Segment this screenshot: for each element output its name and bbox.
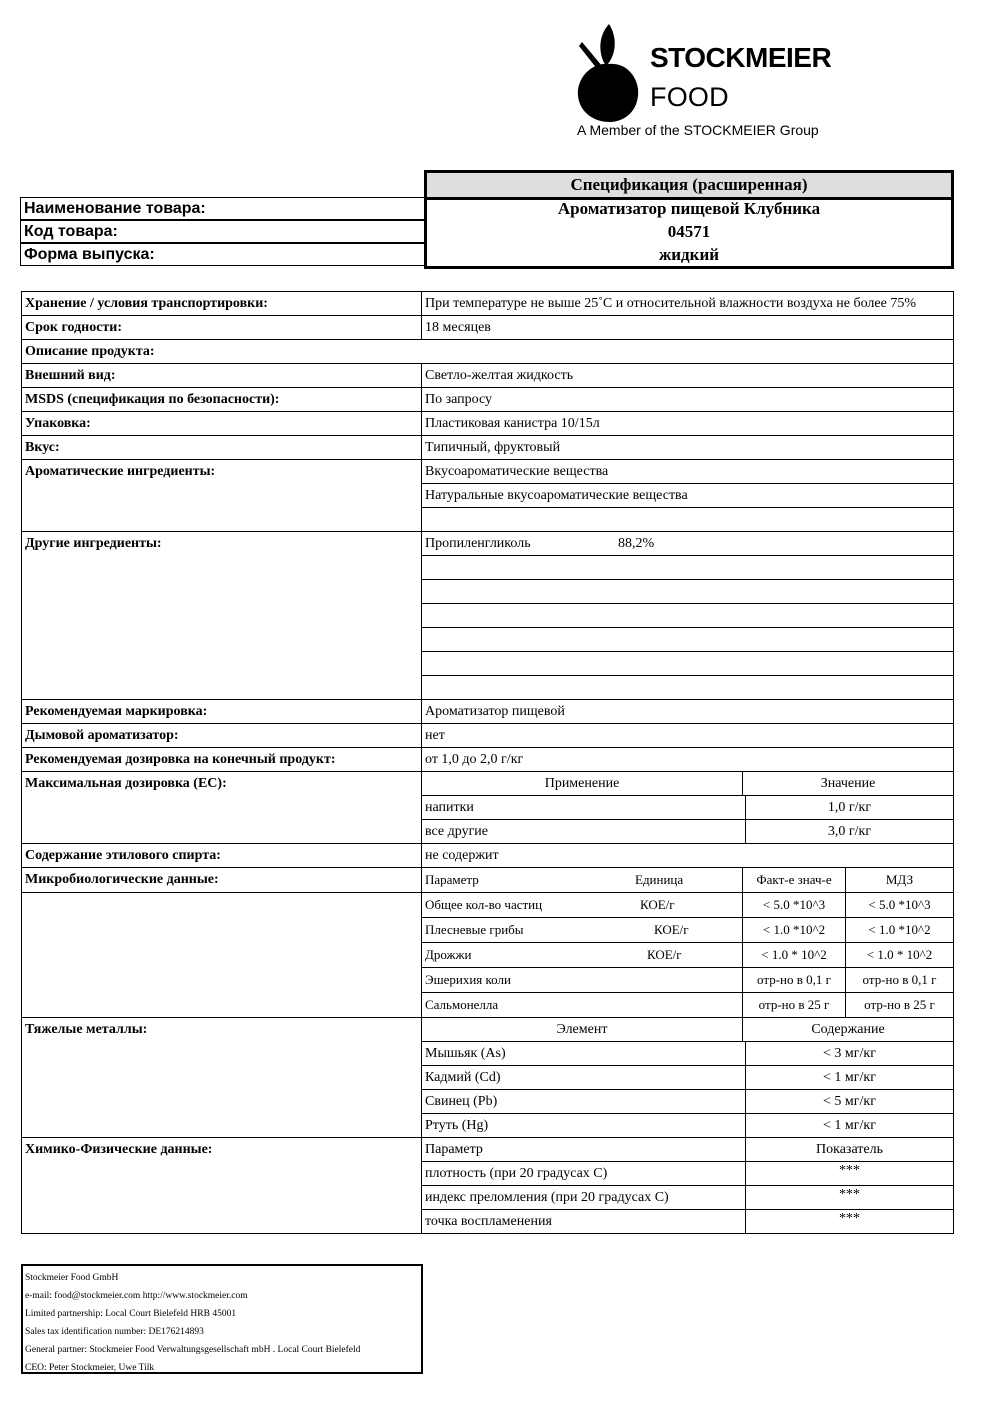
other-ingredient-empty [422, 580, 953, 604]
other-ingredient-empty [422, 628, 953, 652]
application: напитки [422, 796, 746, 819]
row-label: Микробиологические данные: [22, 868, 422, 892]
footer-company: Stockmeier Food GmbH [25, 1273, 119, 1283]
row-dosage [22, 748, 953, 772]
footer-tax-id: Sales tax identification number: DE176214893 [25, 1327, 204, 1337]
product-name: Ароматизатор пищевой Клубника [424, 197, 954, 220]
dosage-value: от 1,0 до 2,0 г/кг [425, 752, 524, 767]
col-header: Параметр [422, 1138, 746, 1161]
metal-row [422, 1066, 953, 1090]
col-header: Показатель [816, 1142, 883, 1157]
row-chem-phys [22, 1138, 953, 1233]
micro-fact: отр-но в 25 г [743, 993, 846, 1017]
brand-name: STOCKMEIER [650, 42, 832, 73]
chem-param: плотность (при 20 градусах С) [422, 1162, 746, 1185]
row-labeling [22, 700, 953, 724]
metal-content: < 1 мг/кг [823, 1118, 876, 1133]
brand-division: FOOD [650, 82, 729, 112]
row-appearance [22, 364, 953, 388]
micro-fact: < 1.0 * 10^2 [743, 943, 846, 967]
micro-row [422, 993, 953, 1017]
micro-row [422, 943, 953, 968]
metal-row [422, 1090, 953, 1114]
micro-row [422, 918, 953, 943]
row-aroma-ingredients [22, 460, 953, 532]
micro-param: Дрожжи [425, 947, 472, 962]
row-max-dosage [22, 772, 953, 844]
chem-row [422, 1210, 953, 1233]
chem-value: *** [839, 1187, 860, 1202]
metal-row [422, 1042, 953, 1066]
chem-header [422, 1138, 953, 1162]
col-header: Содержание [811, 1022, 885, 1037]
apple-leaf-icon [576, 24, 640, 124]
micro-mdz: < 1.0 * 10^2 [866, 947, 933, 962]
row-ethanol [22, 844, 953, 868]
row-heavy-metals [22, 1018, 953, 1138]
document-title: Спецификация (расширенная) [424, 170, 954, 200]
metal-element: Кадмий (Cd) [422, 1066, 746, 1089]
metal-content: < 1 мг/кг [823, 1070, 876, 1085]
col-header: Значение [820, 776, 876, 791]
header-label: Форма выпуска: [20, 243, 426, 266]
row-description [22, 340, 953, 364]
row-storage [22, 292, 953, 316]
ingredient-amount: 88,2% [618, 536, 655, 551]
other-ingredient-empty [422, 676, 953, 699]
storage-value: При температуре не выше 25˚С и относительной влажности воздуха не более 75% [425, 296, 917, 311]
aroma-ingredient: Натуральные вкусоароматические вещества [422, 484, 953, 508]
micro-unit: КОЕ/г [640, 897, 675, 912]
footer-registration: Limited partnership: Local Court Bielefeld HRB 45001 [25, 1309, 237, 1319]
chem-row [422, 1162, 953, 1186]
other-ingredient [422, 532, 953, 556]
micro-mdz: отр-но в 25 г [864, 997, 935, 1012]
company-footer [21, 1264, 423, 1374]
header-label: Наименование товара: [20, 197, 426, 220]
row-label: Упаковка: [22, 412, 422, 435]
metal-content: < 5 мг/кг [823, 1094, 876, 1109]
col-header: Параметр [425, 872, 479, 887]
row-label: Внешний вид: [22, 364, 422, 387]
header-row-product-code [20, 220, 954, 243]
aroma-ingredient-empty [422, 508, 953, 531]
row-label: Другие ингредиенты: [22, 532, 422, 699]
col-header: Единица [635, 872, 684, 887]
application: все другие [422, 820, 746, 843]
micro-mdz: < 5.0 *10^3 [868, 897, 931, 912]
chem-row [422, 1186, 953, 1210]
header-row-form [20, 243, 954, 266]
footer-ceo: CEO: Peter Stockmeier, Uwe Tilk [25, 1363, 155, 1373]
row-shelf-life [22, 316, 953, 340]
product-form: жидкий [424, 243, 954, 269]
max-dosage-row [422, 820, 953, 843]
row-label: Дымовой ароматизатор: [22, 724, 422, 747]
row-label: Описание продукта: [25, 344, 155, 359]
appearance-value: Светло-желтая жидкость [425, 368, 574, 383]
header-label: Код товара: [20, 220, 426, 243]
row-taste [22, 436, 953, 460]
row-label: Рекомендуемая дозировка на конечный продукт: [22, 748, 422, 771]
col-header: Элемент [422, 1018, 743, 1041]
chem-param: точка воспламенения [422, 1210, 746, 1233]
row-label: Срок годности: [22, 316, 422, 339]
micro-row [422, 968, 953, 993]
row-other-ingredients [22, 532, 953, 700]
micro-param: Эшерихия коли [425, 972, 511, 987]
micro-mdz: < 1.0 *10^2 [868, 922, 931, 937]
max-dosage-header [422, 772, 953, 796]
row-label: Содержание этилового спирта: [22, 844, 422, 867]
row-label: Ароматические ингредиенты: [22, 460, 422, 531]
micro-fact: < 1.0 *10^2 [743, 918, 846, 942]
micro-param: Плесневые грибы [425, 922, 524, 937]
row-label: Химико-Физические данные: [22, 1138, 422, 1233]
micro-mdz: отр-но в 0,1 г [862, 972, 937, 987]
dosage-limit: 3,0 г/кг [827, 824, 872, 839]
metal-element: Мышьяк (As) [422, 1042, 746, 1065]
col-header: Применение [422, 772, 743, 795]
dosage-limit: 1,0 г/кг [827, 800, 872, 815]
row-micro-data [22, 893, 953, 1018]
micro-fact: < 5.0 *10^3 [743, 893, 846, 917]
metal-element: Ртуть (Hg) [422, 1114, 746, 1137]
aroma-ingredient: Вкусоароматические вещества [422, 460, 953, 484]
row-label: Тяжелые металлы: [22, 1018, 422, 1137]
row-label: Вкус: [22, 436, 422, 459]
other-ingredient-empty [422, 556, 953, 580]
header-row-product-name [20, 197, 954, 220]
footer-contact: e-mail: food@stockmeier.com http://www.stockmeier.com [25, 1291, 248, 1301]
chem-value: *** [839, 1163, 860, 1178]
micro-unit: КОЕ/г [654, 922, 689, 937]
taste-value: Типичный, фруктовый [425, 440, 561, 455]
row-msds [22, 388, 953, 412]
ethanol-value: не содержит [425, 848, 499, 863]
shelf-life-value: 18 месяцев [425, 320, 491, 335]
company-logo [574, 22, 854, 142]
ingredient-name: Пропиленгликоль [425, 536, 531, 551]
metal-element: Свинец (Pb) [422, 1090, 746, 1113]
packaging-value: Пластиковая канистра 10/15л [425, 416, 600, 431]
max-dosage-row [422, 796, 953, 820]
brand-tagline: A Member of the STOCKMEIER Group [577, 122, 819, 138]
micro-param: Сальмонелла [425, 997, 499, 1012]
row-label: Максимальная дозировка (ЕС): [22, 772, 422, 843]
row-smoke-flavor [22, 724, 953, 748]
metal-row [422, 1114, 953, 1137]
labeling-value: Ароматизатор пищевой [425, 704, 565, 719]
row-micro-header [22, 868, 953, 893]
other-ingredient-empty [422, 604, 953, 628]
micro-header [422, 868, 953, 892]
metal-content: < 3 мг/кг [823, 1046, 876, 1061]
chem-param: индекс преломления (при 20 градусах С) [422, 1186, 746, 1209]
smoke-value: нет [425, 728, 445, 743]
specification-table [21, 291, 954, 1234]
chem-value: *** [839, 1211, 860, 1226]
product-code: 04571 [424, 220, 954, 243]
col-header: МДЗ [885, 872, 914, 887]
row-label: Хранение / условия транспортировки: [22, 292, 422, 315]
micro-unit: КОЕ/г [647, 947, 682, 962]
other-ingredient-empty [422, 652, 953, 676]
msds-value: По запросу [425, 392, 493, 407]
row-label: Рекомендуемая маркировка: [22, 700, 422, 723]
metals-header [422, 1018, 953, 1042]
footer-partner: General partner: Stockmeier Food Verwaltungsgesellschaft mbH . Local Court Bielefeld [25, 1345, 361, 1355]
row-packaging [22, 412, 953, 436]
col-header: Факт-е знач-е [743, 868, 846, 892]
micro-param: Общее кол-во частиц [425, 897, 543, 912]
micro-row [422, 893, 953, 918]
micro-fact: отр-но в 0,1 г [743, 968, 846, 992]
row-label: MSDS (спецификация по безопасности): [22, 388, 422, 411]
